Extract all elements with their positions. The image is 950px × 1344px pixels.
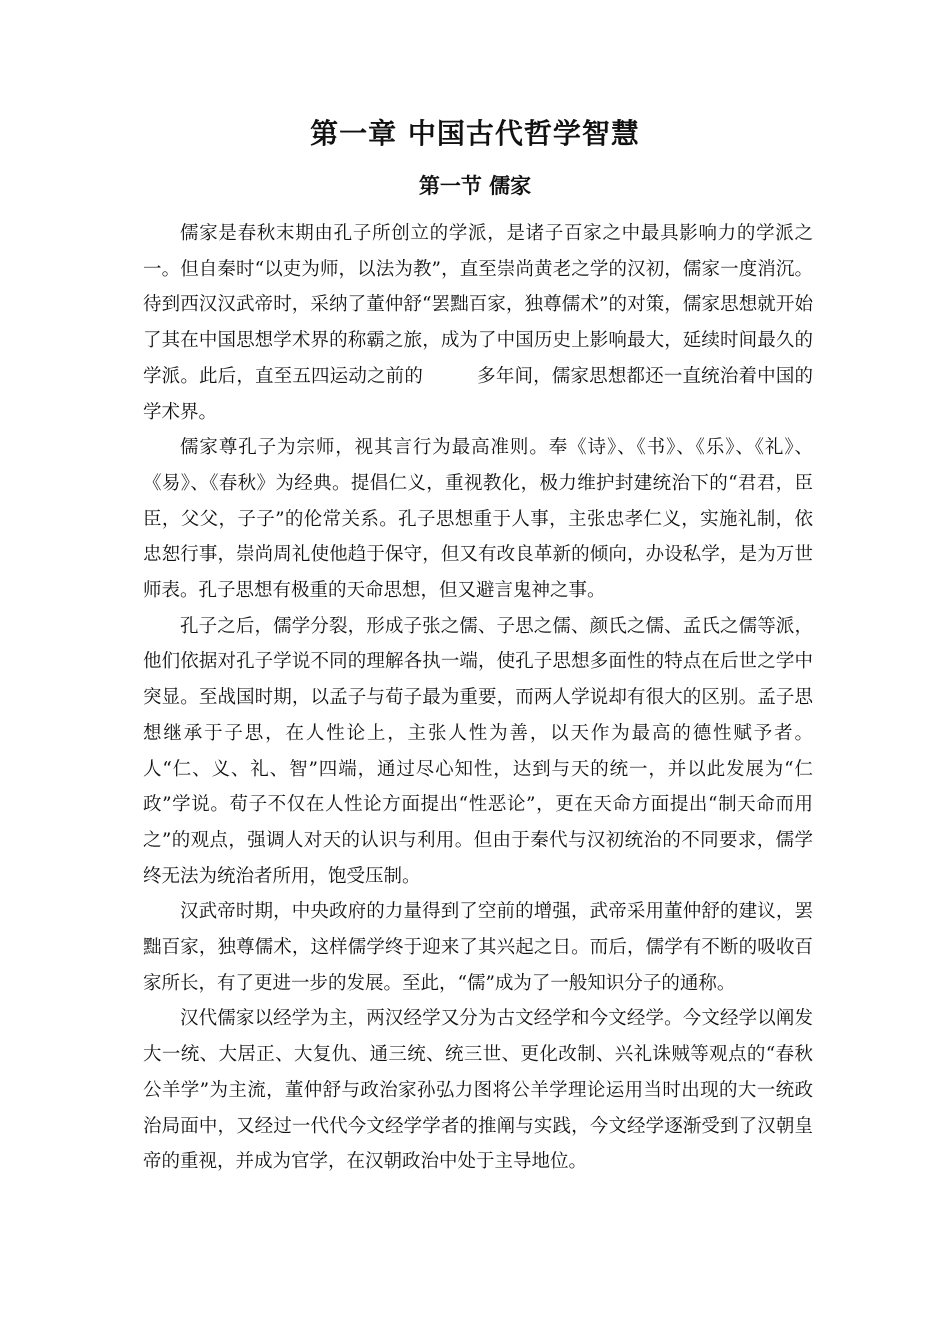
paragraph-2: 儒家尊孔子为宗师，视其言行为最高准则。奉《诗》、《书》、《乐》、《礼》、《易》、《春秋》为经典。提倡仁义，重视教化，极力维护封建统治下的“君君，臣臣，父父，子子”的伦常关系。孔子思想重于人事，主张忠孝仁义，实施礼制，依忠恕行事，崇尚周礼使他趋于保守，但又有改良革新的倾向，办设私学，是为万世师表。孔子思想有极重的天命思想，但又避言鬼神之事。 <box>143 437 813 602</box>
chapter-title: 第一章 中国古代哲学智慧 <box>310 117 640 150</box>
paragraph-4: 汉武帝时期，中央政府的力量得到了空前的增强，武帝采用董仲舒的建议，罢黜百家，独尊儒术，这样儒学终于迎来了其兴起之日。而后，儒学有不断的吸收百家所长，有了更进一步的发展。至此，“儒”成为了一般知识分子的通称。 <box>143 901 813 994</box>
paragraph-1-part-a: 儒家是春秋末期由孔子所创立的学派，是诸子百家之中最具影响力的学派之一。但自秦时“以吏为师，以法为教”，直至崇尚黄老之学的汉初，儒家一度消沉。待到西汉汉武帝时，采纳了董仲舒“罢黜百家，独尊儒术”的对策，儒家思想就开始了其在中国思想学术界的称霸之旅，成为了中国历史上影响最大，延续时间最久的学派。此后，直至五四运动之前的 <box>143 223 813 387</box>
paragraph-3: 孔子之后，儒学分裂，形成子张之儒、子思之儒、颜氏之儒、孟氏之儒等派，他们依据对孔子学说不同的理解各执一端，使孔子思想多面性的特点在后世之学中突显。至战国时期，以孟子与荀子最为重要，而两人学说却有很大的区别。孟子思想继承于子思，在人性论上，主张人性为善，以天作为最高的德性赋予者。人“仁、义、礼、智”四端，通过尽心知性，达到与天的统一，并以此发展为“仁政”学说。荀子不仅在人性论方面提出“性恶论”，更在天命方面提出“制天命而用之”的观点，强调人对天的认识与利用。但由于秦代与汉初统治的不同要求，儒学终无法为统治者所用，饱受压制。 <box>143 615 813 887</box>
paragraph-5: 汉代儒家以经学为主，两汉经学又分为古文经学和今文经学。今文经学以阐发大一统、大居正、大复仇、通三统、统三世、更化改制、兴礼诛贼等观点的“春秋公羊学”为主流，董仲舒与政治家孙弘力图将公羊学理论运用当时出现的大一统政治局面中，又经过一代代今文经学学者的推阐与实践，今文经学逐渐受到了汉朝皇帝的重视，并成为官学，在汉朝政治中处于主导地位。 <box>143 1008 813 1173</box>
body-text <box>143 216 813 1180</box>
section-title: 第一节 儒家 <box>418 174 532 198</box>
paragraph-1 <box>143 216 813 430</box>
paragraph-1-part-b: 多年间，儒家思想都还一直统治着中国的学术界。 <box>143 365 813 423</box>
